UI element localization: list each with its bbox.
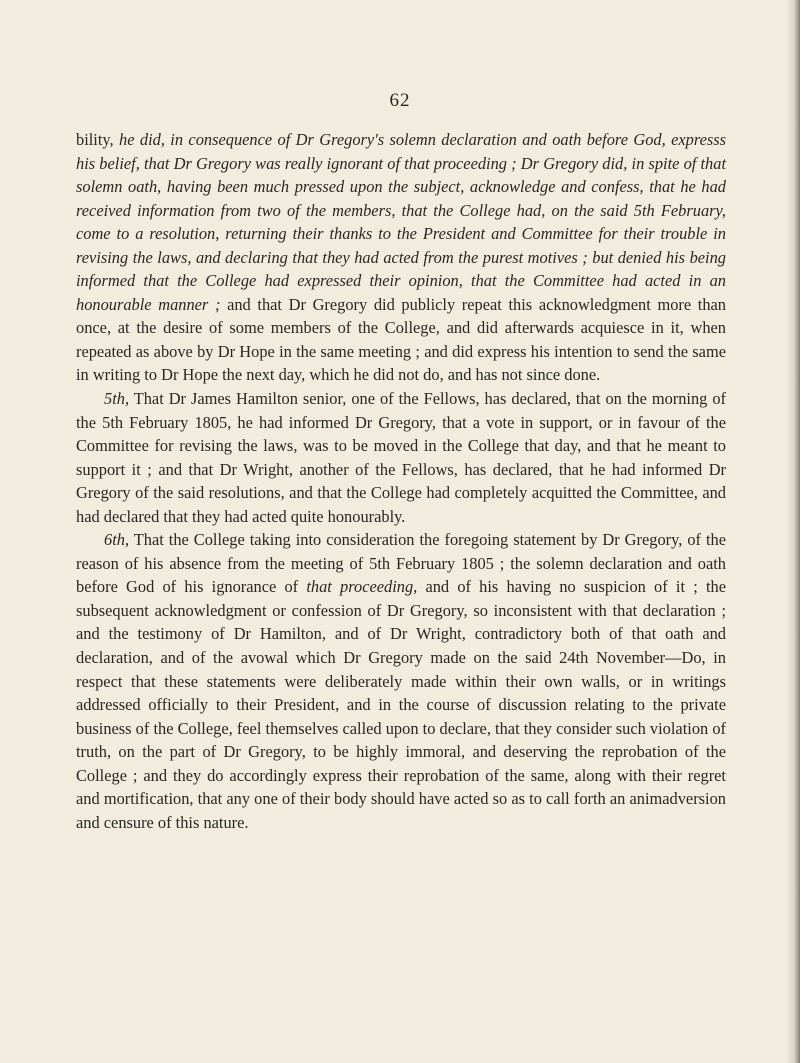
text-run: and of his having no suspicion of it ; the subsequent acknowledgment or confession of Dr Gregory, so inconsistent with that declaration ; and the testimony of Dr Hamilton, and of Dr Wright, contradictory both of that oath and declaration, and of the avowal which Dr Gregory made on the said 24th November—Do, in respect that these statements were deliberately made within their own walls, or in writings addressed officially to their President, and in the course of discussion relating to the private business of the College, feel themselves called upon to declare, that they consider such violation of truth, on the part of Dr Gregory, to be highly immoral, and deserving the reprobation of the College ; and they do accordingly express their reprobation of the same, along with their regret and mortification, that any one of their body should have acted so as to call forth an animadversion and censure of this nature. xyxy=(76,577,726,832)
italic-text: that proceeding, xyxy=(306,577,418,597)
paragraph xyxy=(76,387,726,528)
page-number: 62 xyxy=(389,90,411,111)
page-edge-shadow xyxy=(786,0,800,1063)
text-run: and that Dr Gregory did publicly repeat this acknowledgment more than once, at the desire of some members of the College, and did afterwards acquiesce in it, when repeated as above by Dr Hope in the same meeting ; and did express his intention to send the same in writing to Dr Hope the next day, which he did not do, and has not since done. xyxy=(76,294,726,385)
italic-text: he did, in consequence of Dr Gregory's solemn declaration and oath before God, expresss his belief, that Dr Gregory was really ignorant of that proceeding ; Dr Gregory did, in spite of that solemn oath, having been much pressed upon the subject, acknowledge and confess, that he had received information from two of the members, that the College had, on the said 5th February, come to a resolution, returning their thanks to the President and Committee for their trouble in revising the laws, and declaring that they had acted from the purest motives ; but denied his being informed that the College had expressed their opinion, that the Committee had acted in an honourable manner ; xyxy=(76,130,726,314)
text-run: bility, xyxy=(76,130,120,149)
paragraph xyxy=(76,528,726,834)
text-run: That the College taking into consideration the foregoing statement by Dr Gregory, of the reason of his absence from the meeting of 5th February 1805 ; the solemn declaration and oath before God of his ignorance of xyxy=(76,530,726,597)
paragraph xyxy=(76,128,726,387)
italic-text: 5th, xyxy=(104,389,130,409)
body-text xyxy=(76,128,726,834)
italic-text: 6th, xyxy=(104,530,130,550)
text-run: That Dr James Hamilton senior, one of the Fellows, has declared, that on the morning of the 5th February 1805, he had informed Dr Gregory, that a vote in support, or in favour of the Committee for revising the laws, was to be moved in the College that day, and that he meant to support it ; and that Dr Wright, another of the Fellows, has declared, that he had informed Dr Gregory of the said resolutions, and that the College had completely acquitted the Committee, and had declared that they had acted quite honourably. xyxy=(76,389,726,526)
